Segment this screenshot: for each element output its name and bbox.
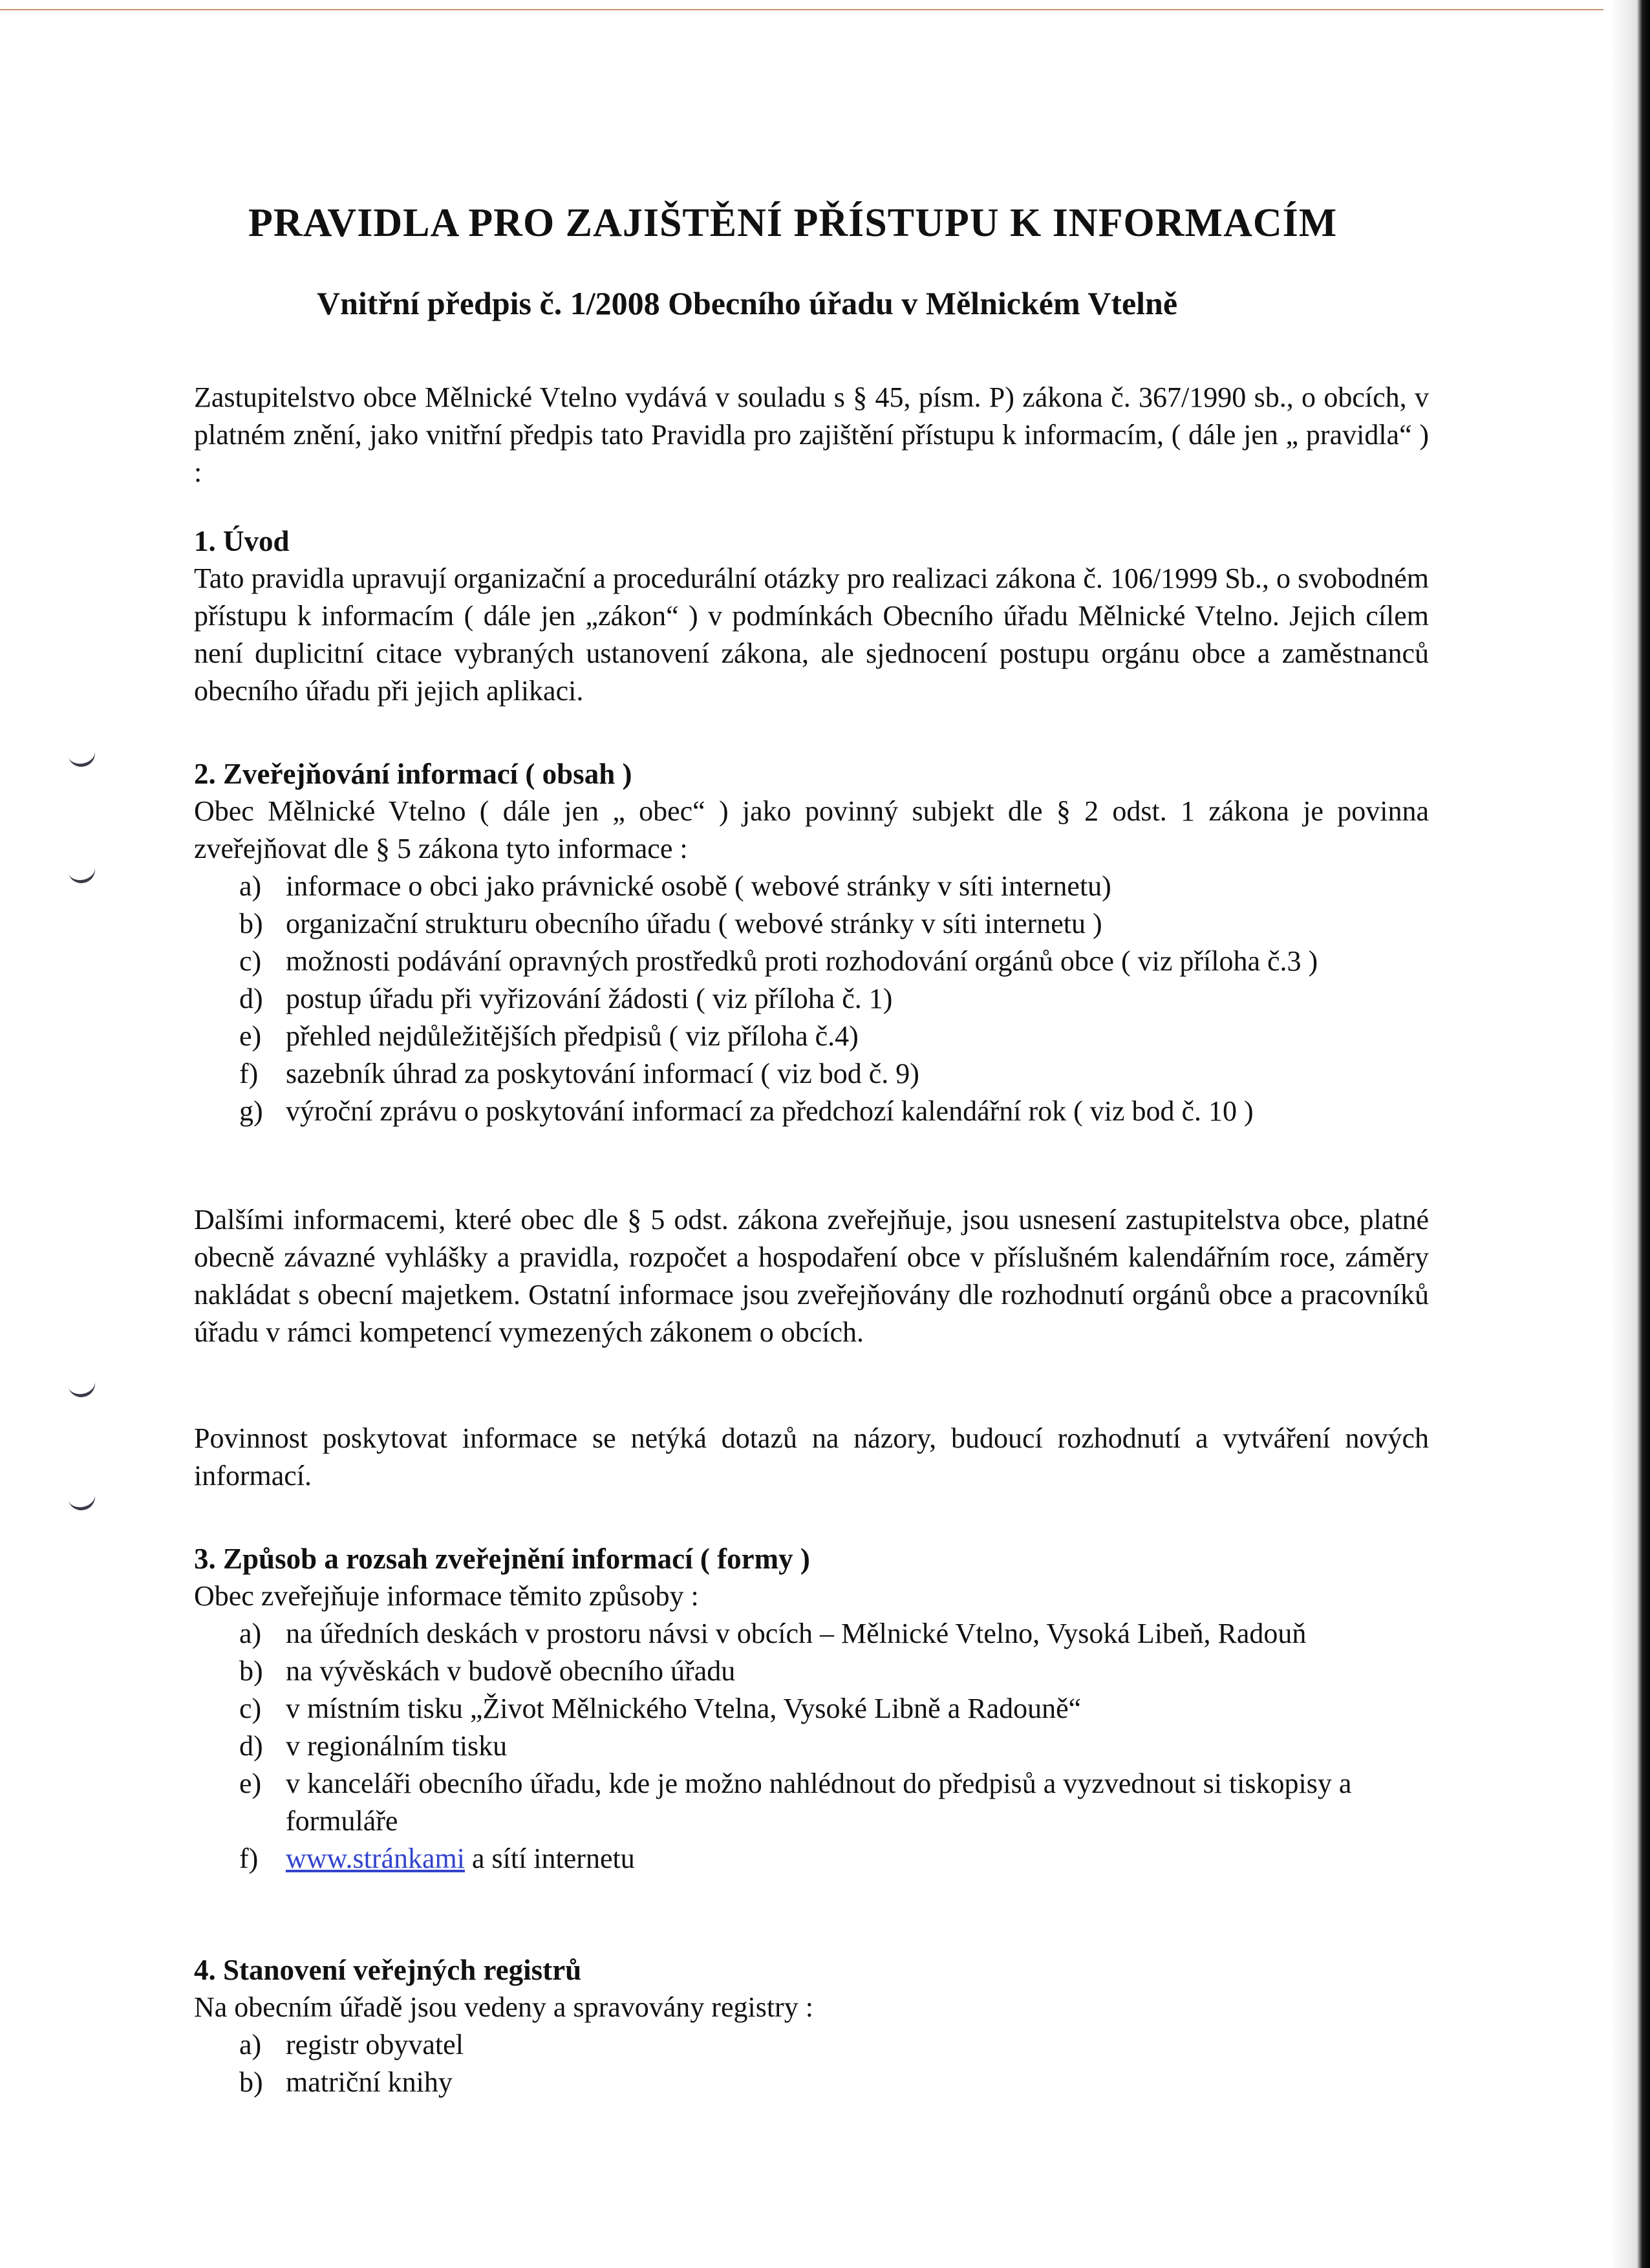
list-item: b) matriční knihy: [239, 2066, 453, 2098]
section-heading: 1. Úvod: [194, 525, 290, 557]
document-subtitle: Vnitřní předpis č. 1/2008 Obecního úřadu v Mělnickém Vtelně: [317, 285, 1178, 321]
forms-list: [194, 1615, 1429, 1878]
list-item: e) přehled nejdůležitějších předpisů ( viz příloha č.4): [239, 1020, 859, 1052]
scan-top-edge: [0, 0, 1603, 10]
document-title: PRAVIDLA PRO ZAJIŠTĚNÍ PŘÍSTUPU K INFORMACÍM: [248, 201, 1338, 245]
section-4: [194, 1951, 1429, 2101]
section-heading: 2. Zveřejňování informací ( obsah ): [194, 758, 632, 790]
section-2: [194, 755, 1429, 1130]
list-item: b) na vývěskách v budově obecního úřadu: [239, 1655, 736, 1687]
info-list: [194, 868, 1429, 1130]
section-body: Obec Mělnické Vtelno ( dále jen „ obec“ ) jako povinný subjekt dle § 2 odst. 1 zákona je povinna zveřejňovat dle § 5 zákona tyto informace :: [194, 795, 1429, 864]
section-2-paragraph-3: [194, 1420, 1429, 1495]
list-item: b) organizační strukturu obecního úřadu ( webové stránky v síti internetu ): [239, 908, 1102, 939]
scan-page-shadow: [1611, 0, 1637, 2268]
punch-hole-icon: [65, 738, 98, 769]
list-item: g) výroční zprávu o poskytování informací za předchozí kalendářní rok ( viz bod č. 10 ): [239, 1095, 1254, 1127]
section-body: Na obecním úřadě jsou vedeny a spravovány registry :: [194, 1991, 813, 2023]
list-item: a) na úředních deskách v prostoru návsi v obcích – Mělnické Vtelno, Vysoká Libeň, Radouň: [239, 1618, 1307, 1649]
list-item: d) postup úřadu při vyřizování žádosti ( viz příloha č. 1): [239, 983, 893, 1014]
section-3: [194, 1540, 1429, 1878]
list-item: e) v kanceláři obecního úřadu, kde je možno nahlédnout do předpisů a vyzvednout si tiskopisy a formuláře: [239, 1768, 1352, 1837]
punch-hole-icon: [65, 1368, 98, 1400]
section-2-paragraph-2: [194, 1201, 1429, 1351]
paragraph-text: Dalšími informacemi, které obec dle § 5 odst. zákona zveřejňuje, jsou usnesení zastupitelstva obce, platné obecně závazné vyhlášky a pravidla, rozpočet a hospodaření obce v příslušném kalendářním roce, záměry nakládat s obecní majetkem. Ostatní informace jsou zveřejňovány dle rozhodnutí orgánů obce a pracovníků úřadu v rámci kompetencí vymezených zákonem o obcích.: [194, 1204, 1429, 1348]
section-heading: 3. Způsob a rozsah zveřejnění informací ( formy ): [194, 1543, 810, 1575]
list-item: a) registr obyvatel: [239, 2029, 464, 2060]
list-item: a) informace o obci jako právnické osobě ( webové stránky v síti internetu): [239, 870, 1111, 902]
section-heading: 4. Stanovení veřejných registrů: [194, 1954, 582, 1986]
section-body: Tato pravidla upravují organizační a procedurální otázky pro realizaci zákona č. 106/1999 Sb., o svobodném přístupu k informacím ( dále jen „zákon“ ) v podmínkách Obecního úřadu Mělnické Vtelno. Jejich cílem není duplicitní citace vybraných ustanovení zákona, ale sjednocení postupu orgánu obce a zaměstnanců obecního úřadu při jejich aplikaci.: [194, 562, 1429, 707]
list-item: f) sazebník úhrad za poskytování informací ( viz bod č. 9): [239, 1058, 919, 1089]
list-item: c) možnosti podávání opravných prostředků proti rozhodování orgánů obce ( viz příloha č.3 ): [239, 945, 1318, 977]
list-item: c) v místním tisku „Život Mělnického Vtelna, Vysoké Libně a Radouně“: [239, 1693, 1082, 1724]
section-body: Obec zveřejňuje informace těmito způsoby :: [194, 1580, 699, 1612]
punch-hole-icon: [65, 1481, 98, 1513]
registers-list: [194, 2026, 1429, 2101]
list-item: f) www.stránkami a sítí internetu: [239, 1843, 635, 1874]
intro-paragraph: [194, 379, 1429, 491]
paragraph-text: Povinnost poskytovat informace se netýká dotazů na názory, budoucí rozhodnutí a vytváření nových informací.: [194, 1422, 1429, 1492]
scan-right-edge: [1637, 0, 1650, 2268]
section-1: [194, 522, 1429, 710]
website-link[interactable]: www.stránkami: [286, 1843, 465, 1874]
punch-hole-icon: [65, 854, 98, 886]
intro-text: Zastupitelstvo obce Mělnické Vtelno vydává v souladu s § 45, písm. P) zákona č. 367/1990 sb., o obcích, v platném znění, jako vnitřní předpis tato Pravidla pro zajištění přístupu k informacím, ( dále jen „ pravidla“ ) :: [194, 381, 1429, 488]
list-item: d) v regionálním tisku: [239, 1730, 508, 1762]
